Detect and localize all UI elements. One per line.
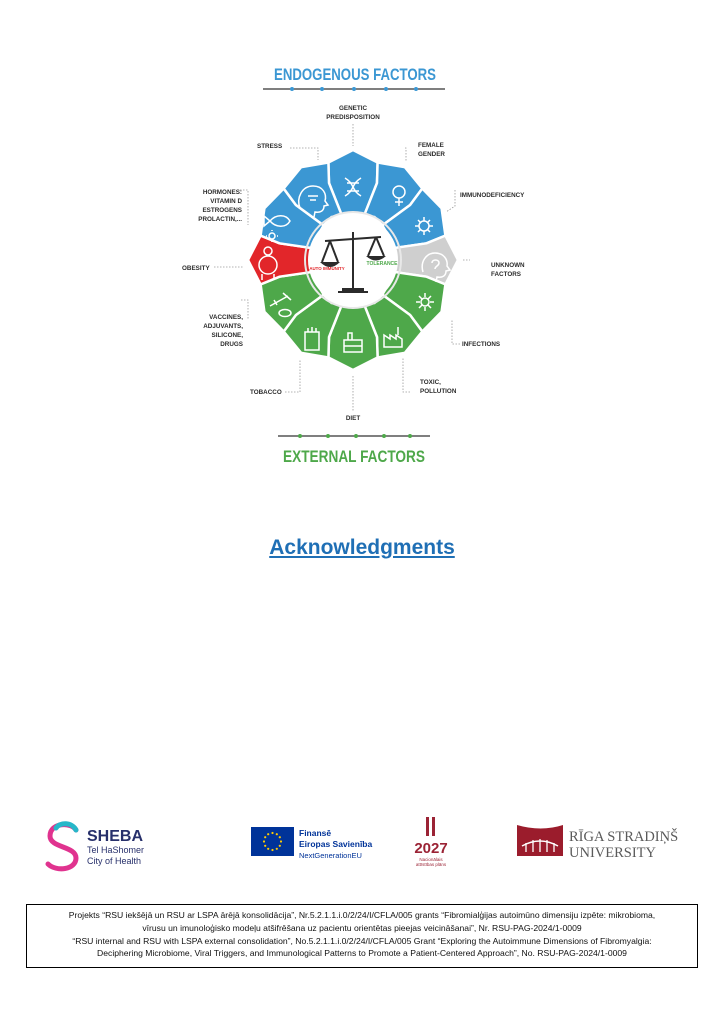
sheba-line1: Tel HaShomer <box>87 845 145 855</box>
eu-nextgen-logo <box>251 827 372 860</box>
footer-line-1: Projekts “RSU iekšējā un RSU ar LSPA ārējā konsolidācija”, Nr.5.2.1.1.i.0/2/24/I/CFLA/005 grants “Fibromialģijas autoimūno dimensiju izpēte: mikrobioma, <box>68 910 656 920</box>
sheba-line2: City of Health <box>87 856 142 866</box>
external-factors-title: EXTERNAL FACTORS <box>283 447 425 466</box>
eu-line2: Eiropas Savienība <box>299 839 373 849</box>
footer-line-3: “RSU internal and RSU with LSPA external consolidation”, No.5.2.1.1.i.0/2/24/I/CFLA/005 Grant “Exploring the Autoimmune Dimensions of Fibromyalgia: <box>72 935 652 946</box>
label-vaccines: VACCINES, ADJUVANTS, SILICONE, DRUGS <box>203 314 243 348</box>
label-infections: INFECTIONS <box>462 341 501 348</box>
autoimmunity-factors-diagram <box>170 55 560 475</box>
endogenous-factors-title: ENDOGENOUS FACTORS <box>274 65 436 84</box>
acknowledgments-heading: Acknowledgments <box>269 536 455 559</box>
funder-logos <box>0 815 724 875</box>
rsu-logo <box>517 825 678 861</box>
label-stress: STRESS <box>257 143 283 150</box>
plan-line2: attīstības plāns <box>415 862 447 867</box>
plan-year: 2027 <box>414 840 448 857</box>
tolerance-label: TOLERANCE <box>366 261 398 267</box>
label-diet: DIET <box>345 415 361 422</box>
center-balance <box>305 212 401 308</box>
label-tobacco: TOBACCO <box>250 389 282 396</box>
label-genetic: GENETIC PREDISPOSITION <box>326 105 380 121</box>
footer-line-2: vīrusu un imunoloģisko modeļu atšifrēšana uz pacientu orientētas pieejas veicināšanai”, Nr. RSU-PAG-2024/1-0009 <box>142 922 582 933</box>
project-funding-notice <box>26 904 698 968</box>
footer-line-4: Deciphering Microbiome, Viral Triggers, and Immunological Patterns to Promote a Patient-Centered Approach”, No. RSU-PAG-2024/1-0009 <box>97 948 627 959</box>
sheba-name: SHEBA <box>87 828 144 845</box>
national-plan-logo <box>414 817 447 867</box>
plan-line1: Nacionālais <box>419 857 443 862</box>
auto-immunity-label: AUTO IMMUNITY <box>309 266 345 271</box>
eu-line1: Finansē <box>299 828 332 838</box>
sheba-logo <box>48 824 144 869</box>
label-unknown: UNKNOWN FACTORS <box>491 262 525 278</box>
label-toxic: TOXIC, POLLUTION <box>420 379 457 395</box>
label-obesity: OBESITY <box>182 265 210 272</box>
sheba-s-mark <box>48 825 76 869</box>
rsu-line1: RĪGA STRADIŅŠ <box>569 829 679 845</box>
eu-line3: NextGenerationEU <box>299 851 362 860</box>
eu-flag <box>251 827 294 856</box>
label-female: FEMALE GENDER <box>418 142 445 158</box>
rsu-line2: UNIVERSITY <box>569 845 656 861</box>
label-immunodeficiency: IMMUNODEFICIENCY <box>460 192 525 199</box>
label-hormones: HORMONES: VITAMIN D ESTROGENS PROLACTIN,... <box>198 189 242 223</box>
